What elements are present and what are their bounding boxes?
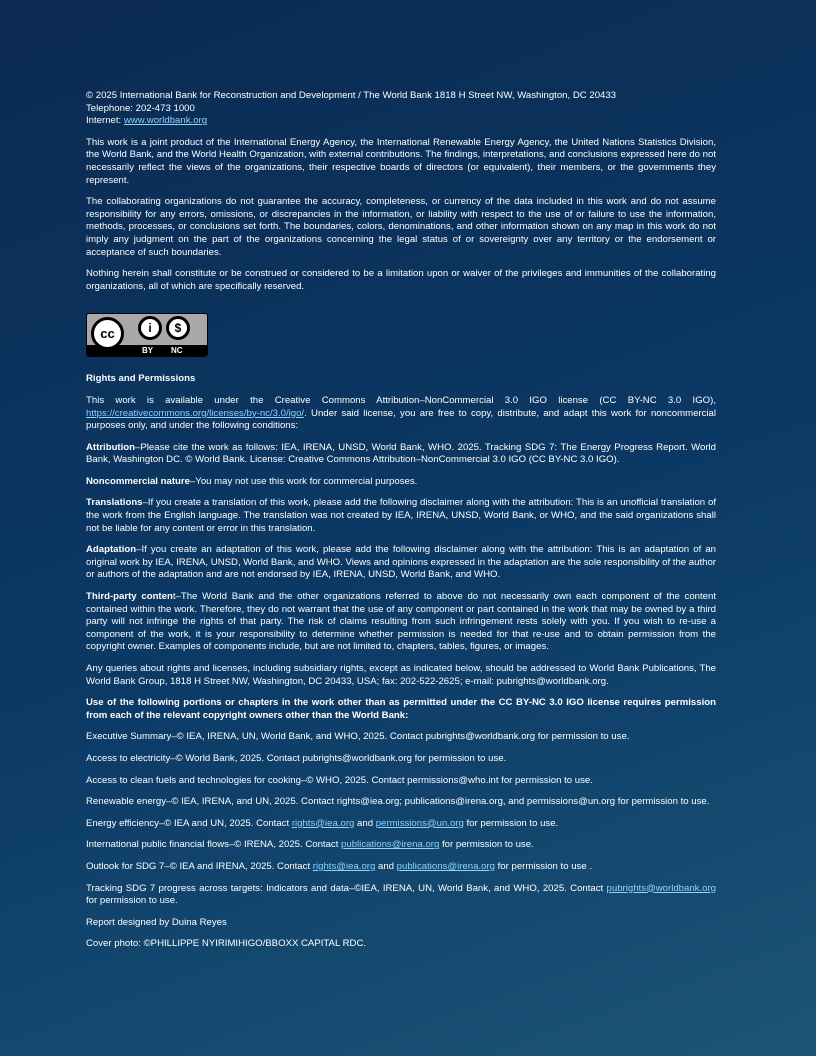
outlook-irena-link[interactable]: publications@irena.org — [396, 860, 495, 872]
third-party-text: t–The World Bank and the other organizations referred to above do not necessarily own each component of the content contained within the work. Therefore, they do not warrant that the use of any component or part contained in the work that may be owned by a third party will not infringe the rights of that party. The risk of claims resulting from such infringement rests solely with you. If you wish to re-use a component of the work, it is your responsibility to determine whether permission is needed for that re-use and to obtain permission from the copyright owner. Examples of components include, but are not limited to, chapters, tables, figures, or images. — [86, 591, 716, 653]
cover-photo-credit: Cover photo: ©PHILLIPPE NYIRIMIHIGO/BBOXX CAPITAL RDC. — [86, 938, 367, 950]
outlook-end: for permission to use . — [494, 860, 592, 872]
adaptation-label: Adaptation — [86, 544, 137, 556]
license-intro-end: . Under said license, you are free to copy, distribute, and adapt this work for noncommercial purposes only, and under the following conditions: — [86, 407, 716, 432]
portion-clean-cooking: Access to clean fuels and technologies for cooking–© WHO, 2025. Contact permissions@who.int for permission to use. — [86, 774, 593, 786]
disclaimer-accuracy: The collaborating organizations do not guarantee the accuracy, completeness, or currency of the data included in this work and do not assume responsibility for any errors, omissions, or discrepancies in the information, or liability with respect to the use of or failure to use the information, methods, processes, or conclusions set forth. The boundaries, colors, denominations, and other information shown on any map in this work do not imply any judgment on the part of the organizations concerning the legal status of or sovereignty over any territory or the endorsement or acceptance of such boundaries. — [86, 196, 716, 258]
portions-heading-text: Use of the following portions or chapters in the work other than as permitted under the CC BY-NC 3.0 IGO license requires permission from each of the relevant copyright owners other than the World Bank: — [86, 697, 716, 721]
adaptation-condition — [86, 544, 716, 582]
attribution-label: Attribution — [86, 441, 136, 453]
attribution-condition — [86, 442, 716, 467]
efficiency-end: for permission to use. — [463, 817, 559, 829]
adaptation-text: –If you create an adaptation of this work, please add the following disclaimer along with the attribution: This is an adaptation of an original work by IEA, IRENA, UNSD, World Bank, and WHO. Views and opinions expressed in the adaptation are the sole responsibility of the author or authors of the adaptation and are not endorsed by IEA, IRENA, UNSD, World Bank, and WHO. — [86, 544, 716, 581]
worldbank-link[interactable]: www.worldbank.org — [123, 115, 208, 127]
internet-line — [86, 115, 716, 128]
license-intro — [86, 395, 716, 433]
disclaimer-immunities: Nothing herein shall constitute or be construed or considered to be a limitation upon or waiver of the privileges and immunities of the collaborating organizations, all of which are specifically reserved. — [86, 268, 716, 292]
telephone-line: Telephone: 202-473 1000 — [86, 102, 195, 114]
outlook-text: Outlook for SDG 7–© IEA and IRENA, 2025. Contact — [86, 860, 313, 872]
iea-rights-link[interactable]: rights@iea.org — [291, 817, 355, 829]
tracking-text: Tracking SDG 7 progress across targets: Indicators and data–©IEA, IRENA, UN, World Bank, and WHO, 2025. Contact — [86, 882, 607, 894]
rights-heading — [86, 373, 716, 386]
financial-flows-text: International public financial flows–© IRENA, 2025. Contact — [86, 839, 342, 851]
translations-text: –If you create a translation of this work, please add the following disclaimer along with the attribution: This is an unofficial translation of the work from the English language. The translation was not created by IEA, IRENA, UNSD, World Bank, or WHO, and the said organizations shall not be liable for any content or error in this translation. — [86, 497, 716, 534]
attribution-text: –Please cite the work as follows: IEA, IRENA, UNSD, World Bank, WHO. 2025. Tracking SDG 7: The Energy Progress Report. World Bank, Washington DC. © World Bank. License: Creative Commons Attribution–NonCommercial 3.0 IGO (CC BY-NC 3.0 IGO). — [86, 441, 716, 466]
portion-renewable-energy: Renewable energy–© IEA, IRENA, and UN, 2025. Contact rights@iea.org; publications@irena.org, and permissions@un.org for permission to use. — [86, 796, 710, 808]
noncommercial-icon: $ — [166, 316, 190, 340]
portion-energy-efficiency — [86, 818, 716, 831]
outlook-iea-link[interactable]: rights@iea.org — [312, 860, 376, 872]
portion-tracking — [86, 883, 716, 908]
worldbank-pubrights-link[interactable]: pubrights@worldbank.org — [606, 882, 716, 894]
third-party-condition — [86, 591, 716, 654]
outlook-and: and — [375, 860, 397, 872]
creative-commons-icon: cc — [91, 317, 124, 350]
noncommercial-condition — [86, 476, 716, 489]
internet-label: Internet: — [86, 115, 124, 127]
efficiency-text: Energy efficiency–© IEA and UN, 2025. Contact — [86, 817, 292, 829]
portion-outlook — [86, 861, 716, 874]
portion-executive-summary: Executive Summary–© IEA, IRENA, UN, World Bank, and WHO, 2025. Contact pubrights@worldbank.org for permission to use. — [86, 731, 630, 743]
translations-label: Translations — [86, 497, 143, 509]
un-permissions-link[interactable]: permissions@un.org — [375, 817, 464, 829]
rights-heading-text: Rights and Permissions — [86, 373, 196, 385]
disclaimer-joint-product: This work is a joint product of the International Energy Agency, the International Renewable Energy Agency, the United Nations Statistics Division, the World Bank, and the World Health Organization, with external contributions. The findings, interpretations, and conclusions expressed here do not necessarily reflect the views of the organizations, their respective boards of directors (or equivalent), their members, or the governments they represent. — [86, 136, 716, 186]
badge-by-label: BY — [142, 346, 154, 356]
tracking-end: for permission to use. — [86, 895, 178, 907]
license-link[interactable]: https://creativecommons.org/licenses/by-nc/3.0/igo/ — [86, 407, 305, 419]
attribution-icon: i — [138, 316, 162, 340]
irena-publications-link[interactable]: publications@irena.org — [341, 839, 440, 851]
noncommercial-label: Noncommercial nature — [86, 475, 190, 487]
copyright-page — [86, 90, 716, 951]
cc-by-nc-license-badge — [86, 313, 208, 357]
financial-flows-end: for permission to use. — [439, 839, 534, 851]
translations-condition — [86, 497, 716, 535]
portion-financial-flows — [86, 839, 716, 852]
portions-heading — [86, 697, 716, 722]
portion-access-electricity: Access to electricity–© World Bank, 2025. Contact pubrights@worldbank.org for permission to use. — [86, 752, 507, 764]
copyright-line: © 2025 International Bank for Reconstruction and Development / The World Bank 1818 H Street NW, Washington, DC 20433 — [86, 90, 617, 101]
queries-paragraph: Any queries about rights and licenses, including subsidiary rights, except as indicated below, should be addressed to World Bank Publications, The World Bank Group, 1818 H Street NW, Washington, DC 20433, USA; fax: 202-522-2625; e-mail: pubrights@worldbank.org. — [86, 663, 716, 687]
noncommercial-text: –You may not use this work for commercial purposes. — [189, 475, 418, 487]
third-party-label: Third-party conten — [86, 591, 173, 603]
efficiency-and: and — [354, 817, 376, 829]
badge-nc-label: NC — [171, 346, 183, 356]
report-designer: Report designed by Duina Reyes — [86, 916, 227, 928]
license-intro-text: This work is available under the Creative Commons Attribution–NonCommercial 3.0 IGO license (CC BY-NC 3.0 IGO), — [86, 394, 716, 406]
